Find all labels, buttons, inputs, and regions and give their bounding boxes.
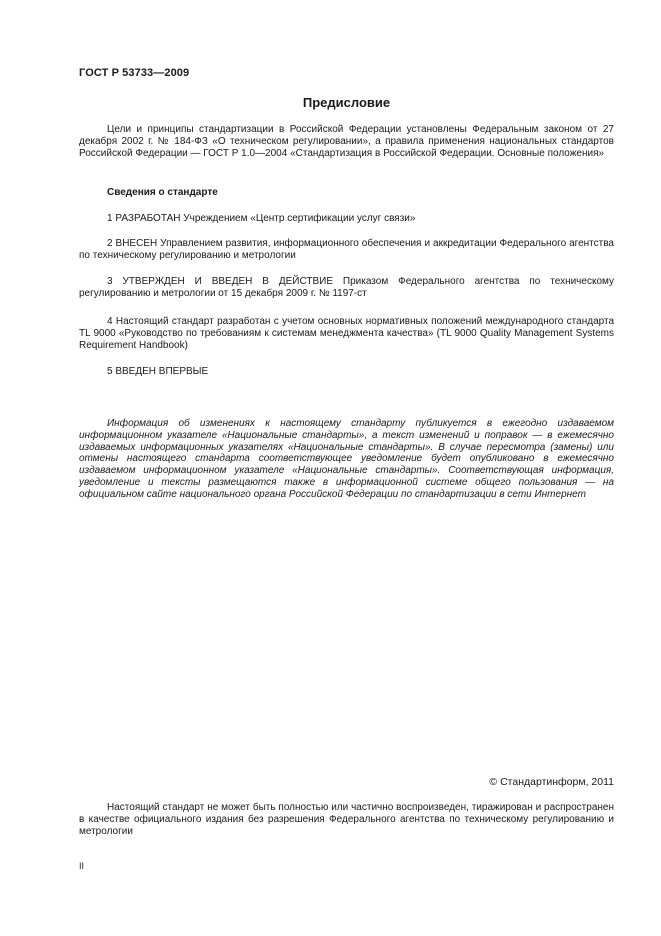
page-title: Предисловие [302,95,391,110]
item-developed-basis: 4 Настоящий стандарт разработан с учетом основных нормативных положений международного стандарта TL 9000 «Руководство по требованиям к системам менеджмента качества» (TL 9000 Quality Management Systems Requirement Handbook) [79,316,614,351]
legal-notice: Настоящий стандарт не может быть полностью или частично воспроизведен, тиражирован и распространен в качестве официального издания без разрешения Федерального агентства по техническому регулированию и метрологии [79,802,614,837]
page-number: II [79,861,85,871]
amendments-notice: Информация об изменениях к настоящему стандарту публикуется в ежегодно издаваемом информационном указателе «Национальные стандарты», а текст изменений и поправок — в ежемесячно издаваемых информационных указателях «Национальные стандарты». В случае пересмотра (замены) или отмены настоящего стандарта соответствующее уведомление будет опубликовано в ежемесячно издаваемом информационном указателе «Национальные стандарты». Соответствующая информация, уведомление и тексты размещаются также в информационной системе общего пользования — на официальном сайте национального органа Российской Федерации по стандартизации в сети Интернет [79,418,614,500]
item-first-introduced: 5 ВВЕДЕН ВПЕРВЫЕ [107,366,209,377]
intro-paragraph: Цели и принципы стандартизации в Российской Федерации установлены Федеральным законом от 27 декабря 2002 г. № 184-ФЗ «О техническом регулировании», а правила применения национальных стандартов Российской Федерации — ГОСТ Р 1.0—2004 «Стандартизация в Российской Федерации. Основные положения» [79,124,614,159]
document-code-header: ГОСТ Р 53733—2009 [79,67,190,79]
item-introduced-by: 2 ВНЕСЕН Управлением развития, информационного обеспечения и аккредитации Федерального агентства по техническому регулированию и метрологии [79,238,614,261]
item-developed: 1 РАЗРАБОТАН Учреждением «Центр сертификации услуг связи» [107,213,416,224]
item-approved: 3 УТВЕРЖДЕН И ВВЕДЕН В ДЕЙСТВИЕ Приказом Федерального агентства по техническому регулированию и метрологии от 15 декабря 2009 г. № 1197-ст [79,276,614,299]
section-heading: Сведения о стандарте [107,187,218,198]
copyright-line: © Стандартинформ, 2011 [489,776,614,788]
